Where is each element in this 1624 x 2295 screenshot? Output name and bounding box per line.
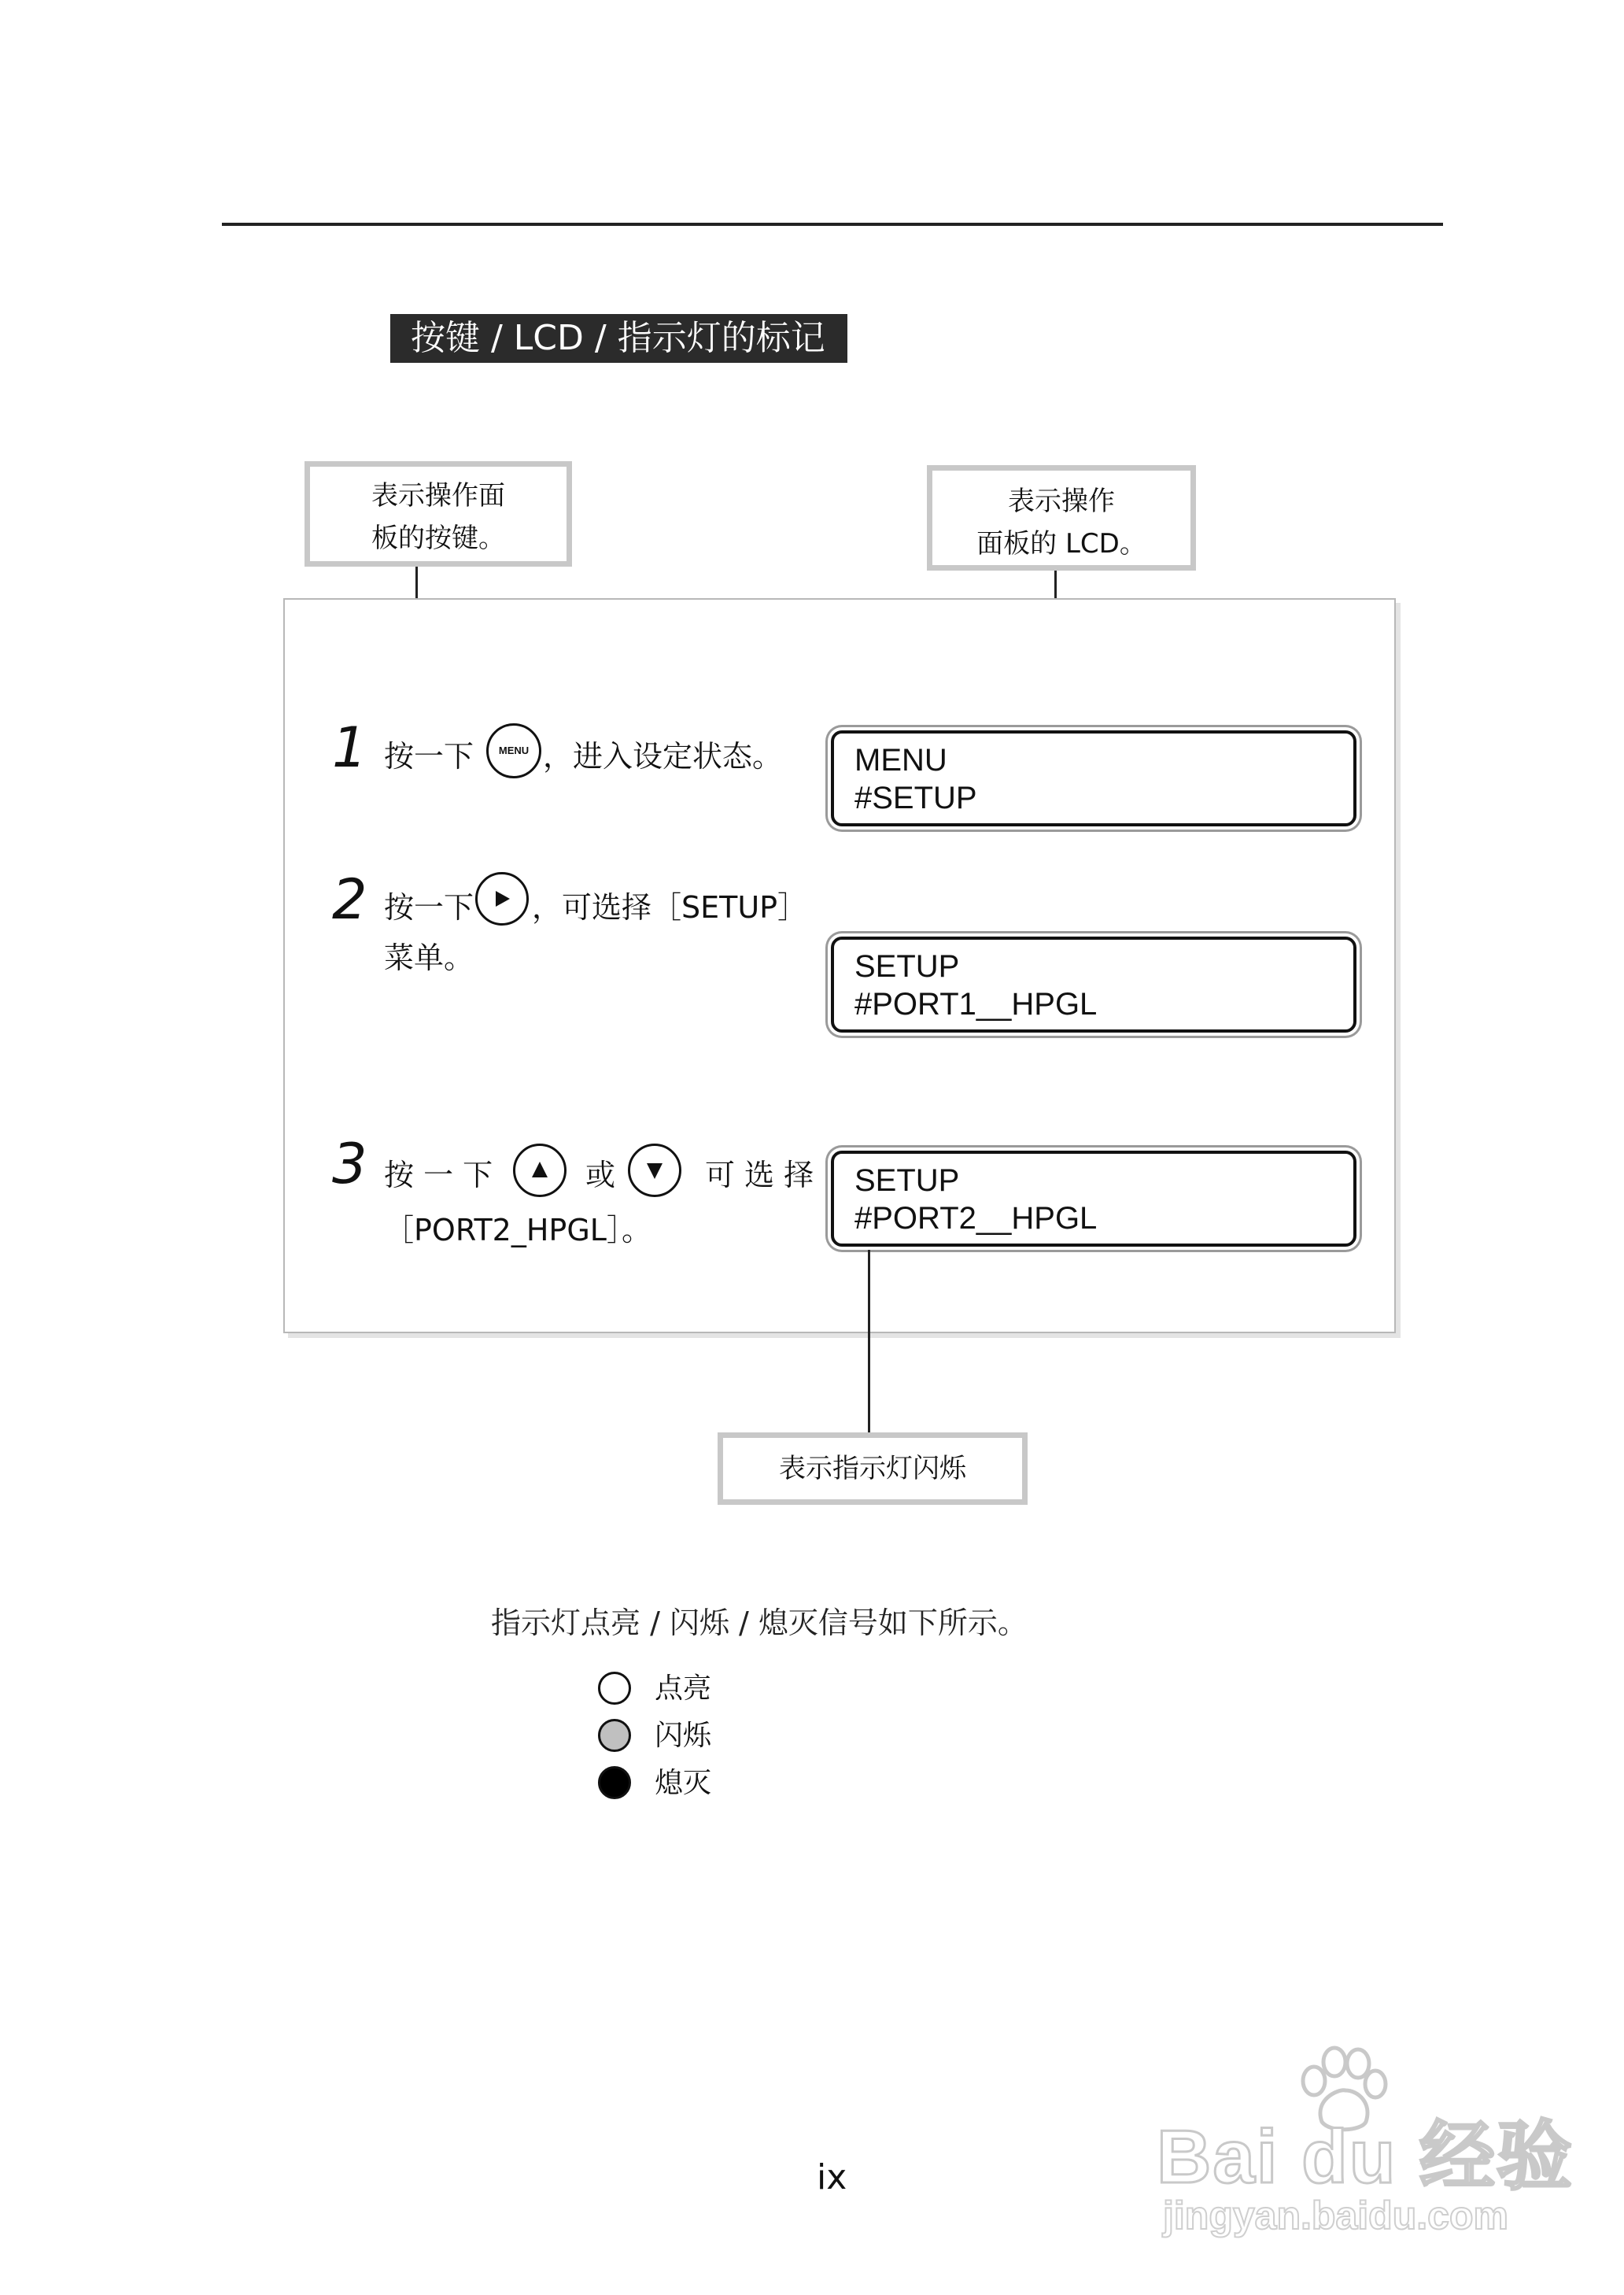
lcd-step-1: [831, 730, 1356, 826]
section-title: 按键 / LCD / 指示灯的标记: [390, 314, 847, 363]
step-2-line2: 菜单。: [384, 941, 474, 975]
callout-led: [718, 1432, 1028, 1505]
legend-on-label: 点亮: [655, 1672, 712, 1705]
header-rule: [222, 223, 1443, 226]
right-arrow-icon: [478, 874, 526, 923]
lcd-step-2-line1: SETUP: [854, 949, 960, 984]
menu-button-label: MENU: [498, 745, 530, 756]
menu-button[interactable]: [486, 723, 541, 778]
lcd-step-2: [831, 937, 1356, 1033]
down-arrow-icon: [630, 1146, 679, 1195]
callout-key: [304, 461, 572, 567]
page-number: ix: [817, 2157, 847, 2197]
step-1-number: 1: [332, 715, 367, 780]
lcd-step-1-line1: MENU: [854, 743, 947, 778]
lcd-step-1-line2: #SETUP: [854, 781, 977, 815]
watermark-url: jingyan.baidu.com: [1163, 2193, 1508, 2238]
callout-led-leader: [868, 1250, 870, 1434]
step-2-number: 2: [332, 867, 367, 932]
led-off-icon: [598, 1766, 631, 1799]
legend-off-label: 熄灭: [655, 1767, 712, 1799]
lcd-step-3: [831, 1151, 1356, 1247]
watermark-logo: Bai du 经验: [1157, 2115, 1574, 2199]
callout-lcd-line1: 表示操作: [1008, 486, 1115, 517]
callout-key-line2: 板的按键。: [371, 523, 505, 554]
step-3-or: 或: [585, 1158, 616, 1192]
led-blink-icon: [598, 1719, 631, 1752]
led-on-icon: [598, 1672, 631, 1705]
up-arrow-icon: [515, 1146, 564, 1195]
lcd-step-3-line2: #PORT2__HPGL: [854, 1201, 1098, 1236]
up-button[interactable]: [513, 1144, 567, 1197]
step-2-post: ，可选择［SETUP］: [532, 890, 808, 925]
down-button[interactable]: [628, 1144, 681, 1197]
right-button[interactable]: [475, 872, 529, 926]
callout-lcd-line2: 面板的 LCD。: [976, 528, 1146, 560]
callout-key-line1: 表示操作面: [371, 480, 505, 512]
step-3-line2: ［PORT2_HPGL］。: [384, 1213, 651, 1247]
step-1-pre: 按一下: [384, 739, 474, 774]
legend-intro: 指示灯点亮 / 闪烁 / 熄灭信号如下所示。: [491, 1606, 1028, 1640]
legend-blink-label: 闪烁: [655, 1720, 712, 1752]
lcd-step-2-line2: #PORT1__HPGL: [854, 987, 1098, 1022]
callout-lcd: [927, 465, 1196, 571]
callout-led-text: 表示指示灯闪烁: [779, 1453, 966, 1484]
lcd-step-3-line1: SETUP: [854, 1163, 960, 1198]
step-3-number: 3: [332, 1132, 367, 1196]
step-2-pre: 按一下: [384, 890, 474, 925]
step-3-pre: 按 一 下: [384, 1158, 493, 1192]
step-1-post: ，进入设定状态。: [543, 739, 783, 774]
step-3-post: 可 选 择: [705, 1158, 814, 1192]
